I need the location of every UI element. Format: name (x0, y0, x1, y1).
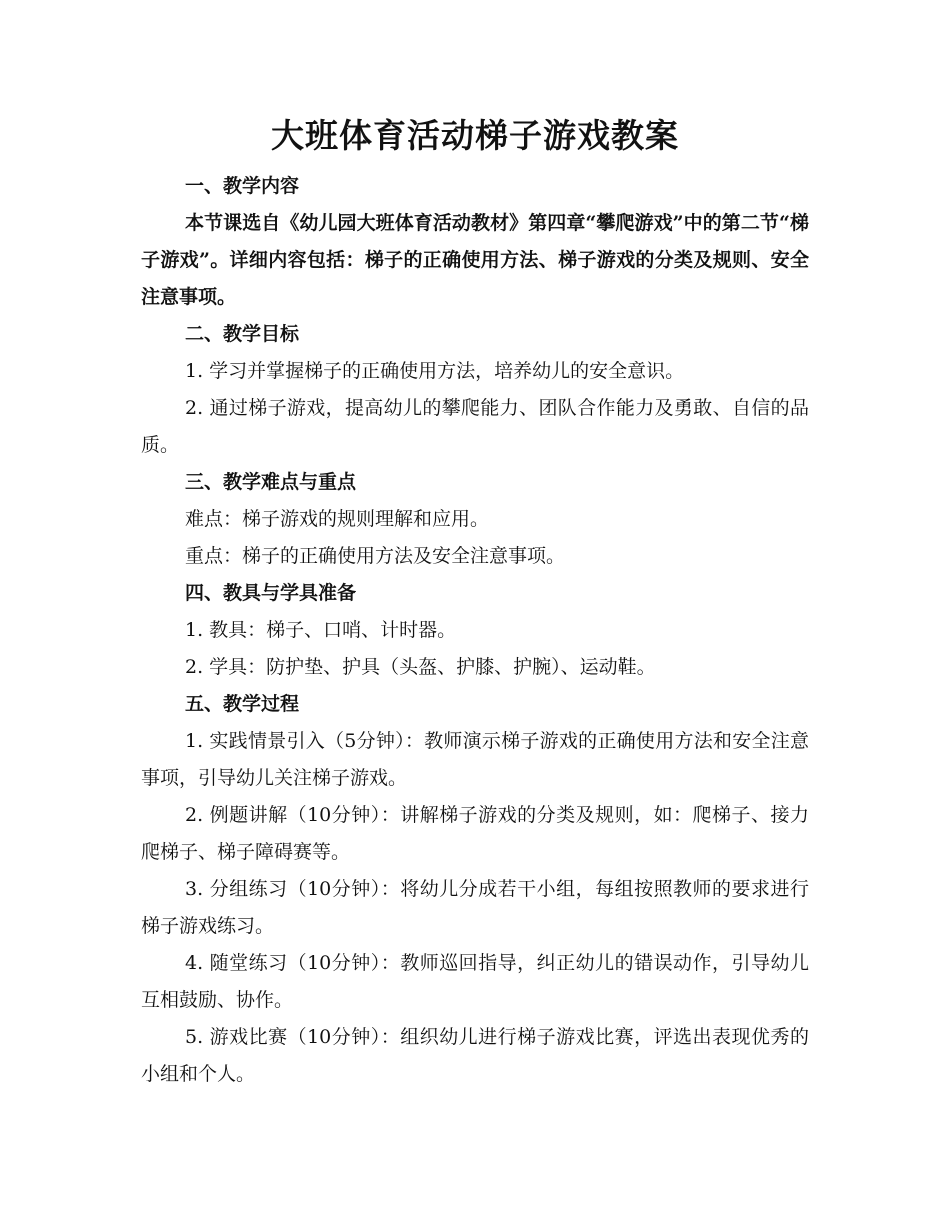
content-paragraph: 本节课选自《幼儿园大班体育活动教材》第四章“攀爬游戏”中的第二节“梯子游戏”。详细内容包括：梯子的正确使用方法、梯子游戏的分类及规则、安全注意事项。 (141, 212, 809, 308)
key-point: 重点：梯子的正确使用方法及安全注意事项。 (185, 545, 566, 567)
goal-item-2: 2. 通过梯子游戏，提高幼儿的攀爬能力、团队合作能力及勇敢、自信的品质。 (141, 397, 809, 456)
section-heading-goals: 二、教学目标 (185, 323, 300, 345)
process-item-2: 2. 例题讲解（10分钟）：讲解梯子游戏的分类及规则，如：爬梯子、接力爬梯子、梯子障碍赛等。 (141, 804, 809, 863)
goal-item-1: 1. 学习并掌握梯子的正确使用方法，培养幼儿的安全意识。 (185, 360, 685, 382)
document-title: 大班体育活动梯子游戏教案 (271, 116, 679, 155)
tool-item-2: 2. 学具：防护垫、护具（头盔、护膝、护腕）、运动鞋。 (185, 656, 656, 678)
section-heading-process: 五、教学过程 (185, 693, 300, 715)
section-heading-content: 一、教学内容 (185, 175, 300, 197)
process-item-4: 4. 随堂练习（10分钟）：教师巡回指导，纠正幼儿的错误动作，引导幼儿互相鼓励、协作。 (141, 952, 809, 1011)
process-item-3: 3. 分组练习（10分钟）：将幼儿分成若干小组，每组按照教师的要求进行梯子游戏练习。 (141, 878, 809, 937)
tool-item-1: 1. 教具：梯子、口哨、计时器。 (185, 619, 457, 641)
document-body (141, 168, 809, 1093)
process-item-5: 5. 游戏比赛（10分钟）：组织幼儿进行梯子游戏比赛，评选出表现优秀的小组和个人。 (141, 1026, 809, 1085)
section-heading-difficulty: 三、教学难点与重点 (185, 471, 357, 493)
difficult-point: 难点：梯子游戏的规则理解和应用。 (185, 508, 490, 530)
process-item-1: 1. 实践情景引入（5分钟）：教师演示梯子游戏的正确使用方法和安全注意事项，引导幼儿关注梯子游戏。 (141, 730, 809, 789)
section-heading-tools: 四、教具与学具准备 (185, 582, 357, 604)
